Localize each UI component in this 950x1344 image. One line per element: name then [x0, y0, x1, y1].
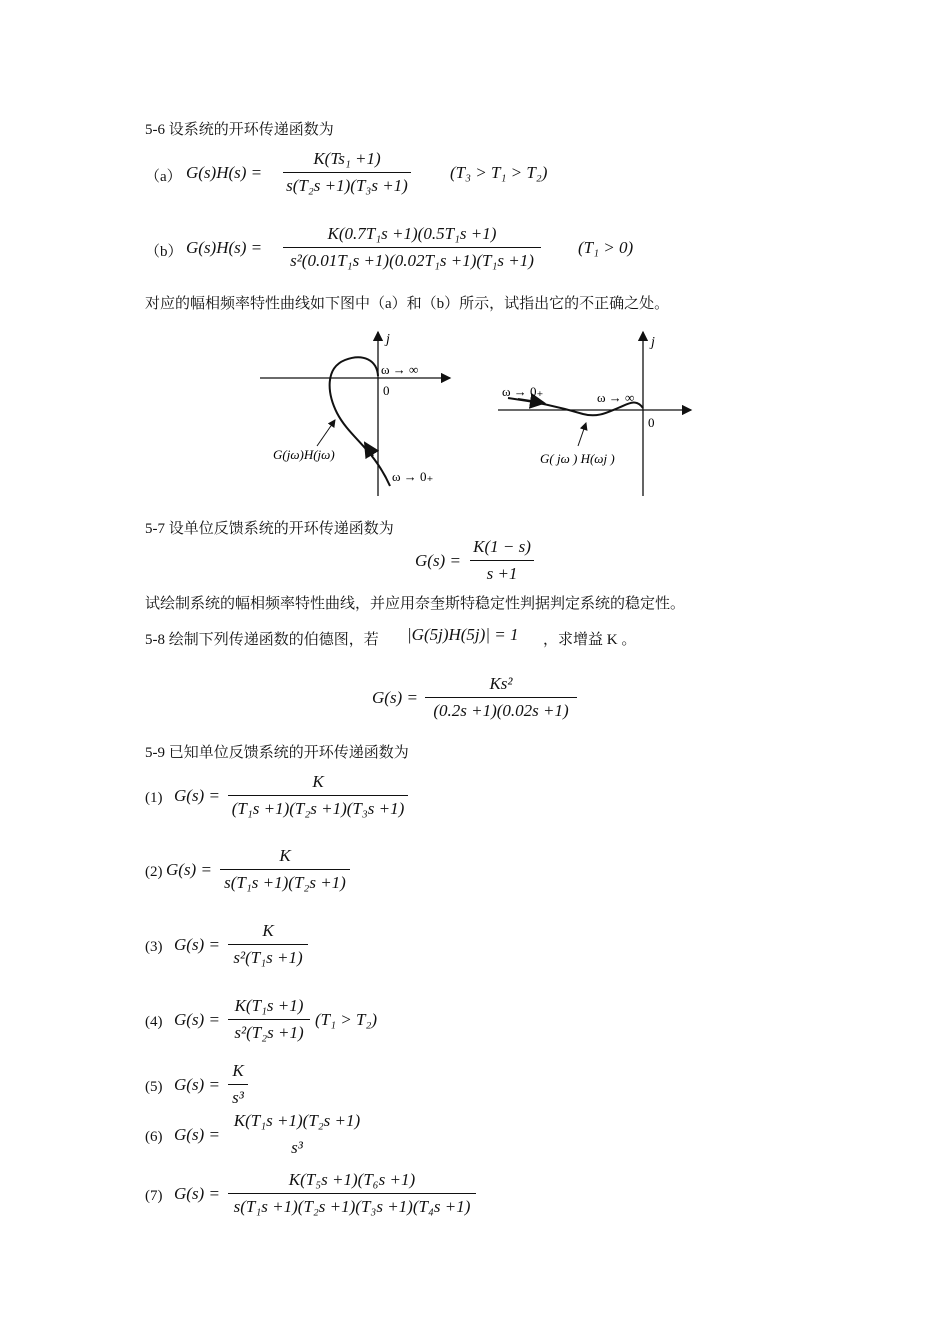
nyquist-figure-a [255, 328, 455, 500]
p58-denominator: (0.2s +1)(0.02s +1) [433, 701, 569, 720]
p59-item-5-denominator: s³ [232, 1088, 244, 1107]
fraction-bar [425, 697, 577, 698]
fraction-bar [283, 247, 541, 248]
p57-numerator: K(1 − s) [473, 537, 531, 556]
fraction-bar [228, 1134, 366, 1135]
fraction-bar [283, 172, 411, 173]
item-a-label: （a） [145, 169, 182, 185]
p58-tail: ，求增益 K 。 [543, 632, 637, 648]
curve-label: G( jω ) H(ωj ) [540, 451, 615, 466]
p59-item-4-lhs: G(s) = [174, 1010, 220, 1029]
problem-5-7-title: 5-7 设单位反馈系统的开环传递函数为 [145, 521, 394, 537]
p59-item-1-lhs: G(s) = [174, 786, 220, 805]
fraction-bar [470, 560, 534, 561]
p59-item-6-fraction [228, 1111, 366, 1158]
p59-item-1-label: (1) [145, 790, 163, 806]
item-a-fraction [283, 149, 411, 196]
fraction-bar [228, 1019, 310, 1020]
p57-denominator: s +1 [486, 564, 518, 583]
fraction-bar [220, 869, 350, 870]
p59-item-5-fraction [228, 1061, 248, 1108]
p59-item-4-condition: (T₁ > T₂) [315, 1010, 378, 1029]
p59-item-7-denominator: s(T₁s +1)(T₂s +1)(T₃s +1)(T₄s +1) [233, 1197, 471, 1216]
item-b-label: （b） [145, 244, 183, 260]
p59-item-5-label: (5) [145, 1079, 163, 1095]
item-a-numerator: K(Ts₁ +1) [313, 149, 381, 168]
fraction-bar [228, 795, 408, 796]
omega-inf-label: ω → ∞ [597, 390, 635, 405]
p59-item-7-label: (7) [145, 1188, 163, 1204]
axis-j-label: j [386, 332, 390, 347]
p58-condition: |G(5j)H(5j)| = 1 [407, 625, 519, 644]
p59-item-2-fraction [220, 846, 350, 893]
p59-item-6-lhs: G(s) = [174, 1125, 220, 1144]
item-b-fraction [283, 224, 541, 271]
omega-zero-label: ω → 0₊ [502, 384, 544, 399]
p59-item-1-denominator: (T₁s +1)(T₂s +1)(T₃s +1) [231, 799, 405, 818]
p59-item-2-numerator: K [279, 846, 291, 865]
p59-item-5-numerator: K [232, 1061, 244, 1080]
curve-pointer [578, 423, 586, 446]
curve-pointer [317, 420, 335, 446]
problem-5-9-title: 5-9 已知单位反馈系统的开环传递函数为 [145, 745, 409, 761]
p59-item-3-lhs: G(s) = [174, 935, 220, 954]
p59-item-3-denominator: s²(T₁s +1) [233, 948, 303, 967]
fraction-bar [228, 1193, 476, 1194]
p59-item-3-numerator: K [262, 921, 274, 940]
p59-item-6-numerator: K(T₁s +1)(T₂s +1) [233, 1111, 361, 1130]
p59-item-4-numerator: K(T₁s +1) [234, 996, 304, 1015]
item-b-condition: (T₁ > 0) [578, 238, 634, 257]
item-b-lhs: G(s)H(s) = [186, 238, 263, 257]
omega-zero-label: ω → 0₊ [392, 469, 434, 484]
p59-item-1-numerator: K [312, 772, 324, 791]
item-b-denominator: s²(0.01T₁s +1)(0.02T₁s +1)(T₁s +1) [290, 251, 534, 270]
p59-item-3-label: (3) [145, 939, 163, 955]
problem-5-6-title: 5-6 设系统的开环传递函数为 [145, 122, 334, 138]
p59-item-7-fraction [228, 1170, 476, 1217]
p59-item-7-lhs: G(s) = [174, 1184, 220, 1203]
problem-5-6-description: 对应的幅相频率特性曲线如下图中（a）和（b）所示，试指出它的不正确之处。 [145, 296, 670, 312]
p57-fraction [470, 537, 534, 584]
p59-item-1-fraction [228, 772, 408, 819]
problem-5-8-title: 5-8 绘制下列传递函数的伯德图，若 [145, 632, 379, 648]
p59-item-4-denominator: s²(T₂s +1) [234, 1023, 304, 1042]
p59-item-5-lhs: G(s) = [174, 1075, 220, 1094]
fraction-bar [228, 1084, 248, 1085]
item-a-condition: (T₃ > T₁ > T₂) [450, 163, 548, 182]
item-a-lhs: G(s)H(s) = [186, 163, 263, 182]
curve-label: G(jω)H(jω) [273, 447, 335, 462]
p59-item-2-lhs: G(s) = [166, 860, 212, 879]
p59-item-6-denominator: s³ [291, 1138, 303, 1157]
p58-numerator: Ks² [489, 674, 513, 693]
item-a-denominator: s(T₂s +1)(T₃s +1) [286, 176, 408, 195]
p58-lhs: G(s) = [372, 688, 418, 707]
p59-item-3-fraction [228, 921, 308, 968]
fraction-bar [228, 944, 308, 945]
origin-label: 0 [648, 415, 655, 430]
item-b-numerator: K(0.7T₁s +1)(0.5T₁s +1) [327, 224, 497, 243]
problem-5-7-description: 试绘制系统的幅相频率特性曲线，并应用奈奎斯特稳定性判据判定系统的稳定性。 [145, 596, 686, 612]
p59-item-2-label: (2) [145, 864, 163, 880]
p59-item-2-denominator: s(T₁s +1)(T₂s +1) [224, 873, 346, 892]
p58-fraction [425, 674, 577, 721]
p59-item-4-fraction [228, 996, 310, 1043]
axis-j-label: j [651, 335, 655, 350]
p57-lhs: G(s) = [415, 551, 461, 570]
origin-label: 0 [383, 383, 390, 398]
p59-item-7-numerator: K(T₅s +1)(T₆s +1) [288, 1170, 416, 1189]
nyquist-figure-b [498, 328, 698, 500]
omega-inf-label: ω → ∞ [381, 362, 419, 377]
p59-item-6-label: (6) [145, 1129, 163, 1145]
p59-item-4-label: (4) [145, 1014, 163, 1030]
